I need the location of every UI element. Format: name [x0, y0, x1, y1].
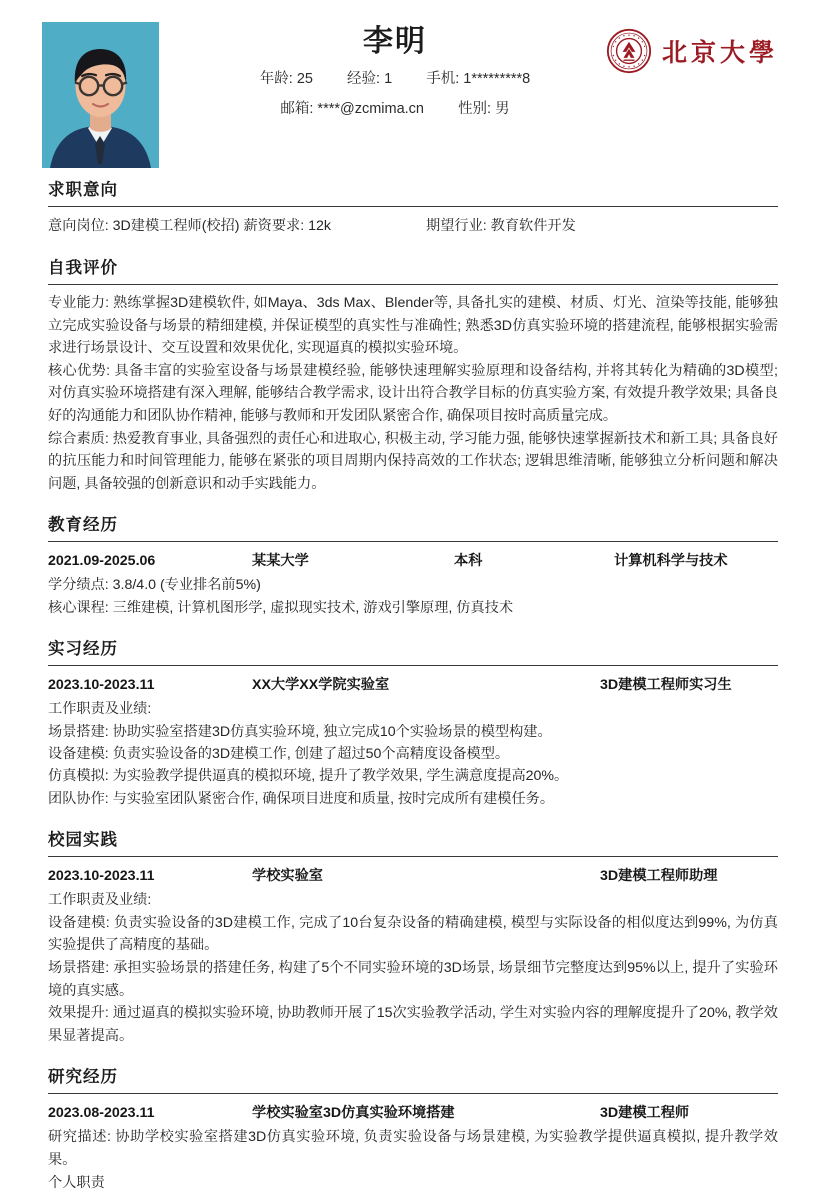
research-entry-header — [48, 1101, 778, 1126]
education-entry-header — [48, 549, 778, 574]
education-major: 计算机科学与技术 — [614, 553, 728, 570]
age-value: 25 — [296, 71, 313, 87]
email-label: 邮箱: — [280, 101, 314, 117]
practice-line: 场景搭建: 承担实验场景的搭建任务, 构建了5个不同实验环境的3D场景, 场景细节完整度达到95%以上, 提升了实验环境的真实感。 — [48, 959, 778, 999]
practice-date: 2023.10-2023.11 — [48, 868, 155, 885]
section-divider — [48, 1093, 778, 1094]
section-divider — [48, 856, 778, 857]
meta-row-1 — [202, 64, 588, 94]
internship-line: 场景搭建: 协助实验室搭建3D仿真实验环境, 独立完成10个实验场景的模型构建。 — [48, 723, 552, 740]
practice-entry-header — [48, 864, 778, 889]
research-project: 学校实验室3D仿真实验环境搭建 — [252, 1105, 455, 1122]
internship-entry-header — [48, 673, 778, 698]
self-eval-paragraph: 综合素质: 热爱教育事业, 具备强烈的责任心和进取心, 积极主动, 学习能力强, 能够快速掌握新技术和新工具; 具备良好的抗压能力和时间管理能力, 能够在紧张的项目周期内保持高效的工作状态; 逻辑思维清晰, 能够独立分析问题和解决问题, 具备较强的创新意识和动手实践能力。 — [48, 430, 778, 492]
university-logo — [606, 28, 778, 74]
internship-line: 仿真模拟: 为实验教学提供逼真的模拟环境, 提升了教学效果, 学生满意度提高20%。 — [48, 768, 569, 785]
section-title: 自我评价 — [48, 259, 118, 277]
job-intention-row — [48, 214, 778, 238]
identity-block — [202, 20, 588, 124]
practice-role: 3D建模工程师助理 — [600, 868, 718, 885]
education-gpa: 学分绩点: 3.8/4.0 (专业排名前5%) — [48, 577, 261, 594]
expected-industry: 期望行业: 教育软件开发 — [426, 218, 576, 234]
section-divider — [48, 541, 778, 542]
research-line: 个人职责 — [48, 1174, 105, 1191]
section-self-evaluation — [42, 252, 778, 495]
peking-university-seal-icon — [606, 28, 652, 74]
practice-org: 学校实验室 — [252, 868, 323, 885]
education-school: 某某大学 — [252, 553, 309, 570]
section-title: 教育经历 — [48, 516, 118, 535]
university-name: 北京大學 — [661, 38, 778, 67]
experience-value: 1 — [384, 71, 393, 87]
phone-label: 手机: — [426, 71, 460, 87]
section-divider — [48, 665, 778, 666]
internship-date: 2023.10-2023.11 — [48, 677, 155, 694]
practice-line: 设备建模: 负责实验设备的3D建模工作, 完成了10台复杂设备的精确建模, 模型与实际设备的相似度达到99%, 为仿真实验提供了高精度的基础。 — [48, 914, 778, 954]
self-eval-paragraph: 核心优势: 具备丰富的实验室设备与场景建模经验, 能够快速理解实验原理和设备结构, 并将其转化为精确的3D模型; 对仿真实验环境搭建有深入理解, 能够结合教学需求, 设计出符合教学目标的仿真实验方案, 有效提升教学效果; 具备良好的沟通能力和团队协作精神, 能够与教师和开发团队紧密合作, 确保项目按时高质量完成。 — [48, 362, 778, 424]
page-title: 李明 — [363, 25, 427, 58]
education-degree: 本科 — [454, 553, 483, 570]
avatar-photo — [42, 22, 159, 168]
resume-header — [42, 0, 778, 172]
internship-line: 团队协作: 与实验室团队紧密合作, 确保项目进度和质量, 按时完成所有建模任务。 — [48, 790, 555, 807]
meta-row-2 — [202, 94, 588, 124]
job-position-salary: 意向岗位: 3D建模工程师(校招) 薪资要求: 12k — [48, 218, 331, 234]
practice-line: 工作职责及业绩: — [48, 892, 152, 909]
email-value: ****@zcmima.cn — [317, 101, 424, 117]
section-title: 求职意向 — [48, 181, 118, 199]
section-title: 校园实践 — [48, 831, 118, 850]
section-education — [42, 509, 778, 619]
internship-role: 3D建模工程师实习生 — [600, 677, 732, 694]
education-courses: 核心课程: 三维建模, 计算机图形学, 虚拟现实技术, 游戏引擎原理, 仿真技术 — [48, 599, 514, 616]
section-divider — [48, 206, 778, 207]
section-research — [42, 1061, 778, 1194]
self-eval-paragraph: 专业能力: 熟练掌握3D建模软件, 如Maya、3ds Max、Blender等, 具备扎实的建模、材质、灯光、渲染等技能, 能够独立完成实验设备与场景的精细建模, 并保证模型的真实性与准确性; 熟悉3D仿真实验环境的搭建流程, 能够根据实验需求进行场景设计、交互设置和效果优化, 实现逼真的模拟实验环境。 — [48, 295, 778, 357]
experience-label: 经验: — [347, 71, 381, 87]
education-date: 2021.09-2025.06 — [48, 553, 156, 570]
section-divider — [48, 284, 778, 285]
gender-label: 性别: — [458, 101, 492, 117]
age-label: 年龄: — [259, 71, 293, 87]
research-role: 3D建模工程师 — [600, 1105, 690, 1122]
section-job-intention — [42, 174, 778, 238]
internship-line: 工作职责及业绩: — [48, 701, 152, 718]
practice-line: 效果提升: 通过逼真的模拟实验环境, 协助教师开展了15次实验教学活动, 学生对实验内容的理解度提升了20%, 教学效果显著提高。 — [48, 1005, 778, 1044]
section-title: 研究经历 — [48, 1068, 118, 1087]
section-internship — [42, 633, 778, 810]
internship-org: XX大学XX学院实验室 — [252, 677, 390, 694]
section-campus-practice — [42, 824, 778, 1047]
research-date: 2023.08-2023.11 — [48, 1105, 155, 1122]
gender-value: 男 — [495, 101, 510, 117]
section-title: 实习经历 — [48, 640, 118, 659]
research-line: 研究描述: 协助学校实验室搭建3D仿真实验环境, 负责实验设备与场景建模, 为实验教学提供逼真模拟, 提升教学效果。 — [48, 1129, 778, 1168]
internship-line: 设备建模: 负责实验设备的3D建模工作, 创建了超过50个高精度设备模型。 — [48, 745, 510, 762]
phone-value: 1*********8 — [463, 71, 531, 87]
